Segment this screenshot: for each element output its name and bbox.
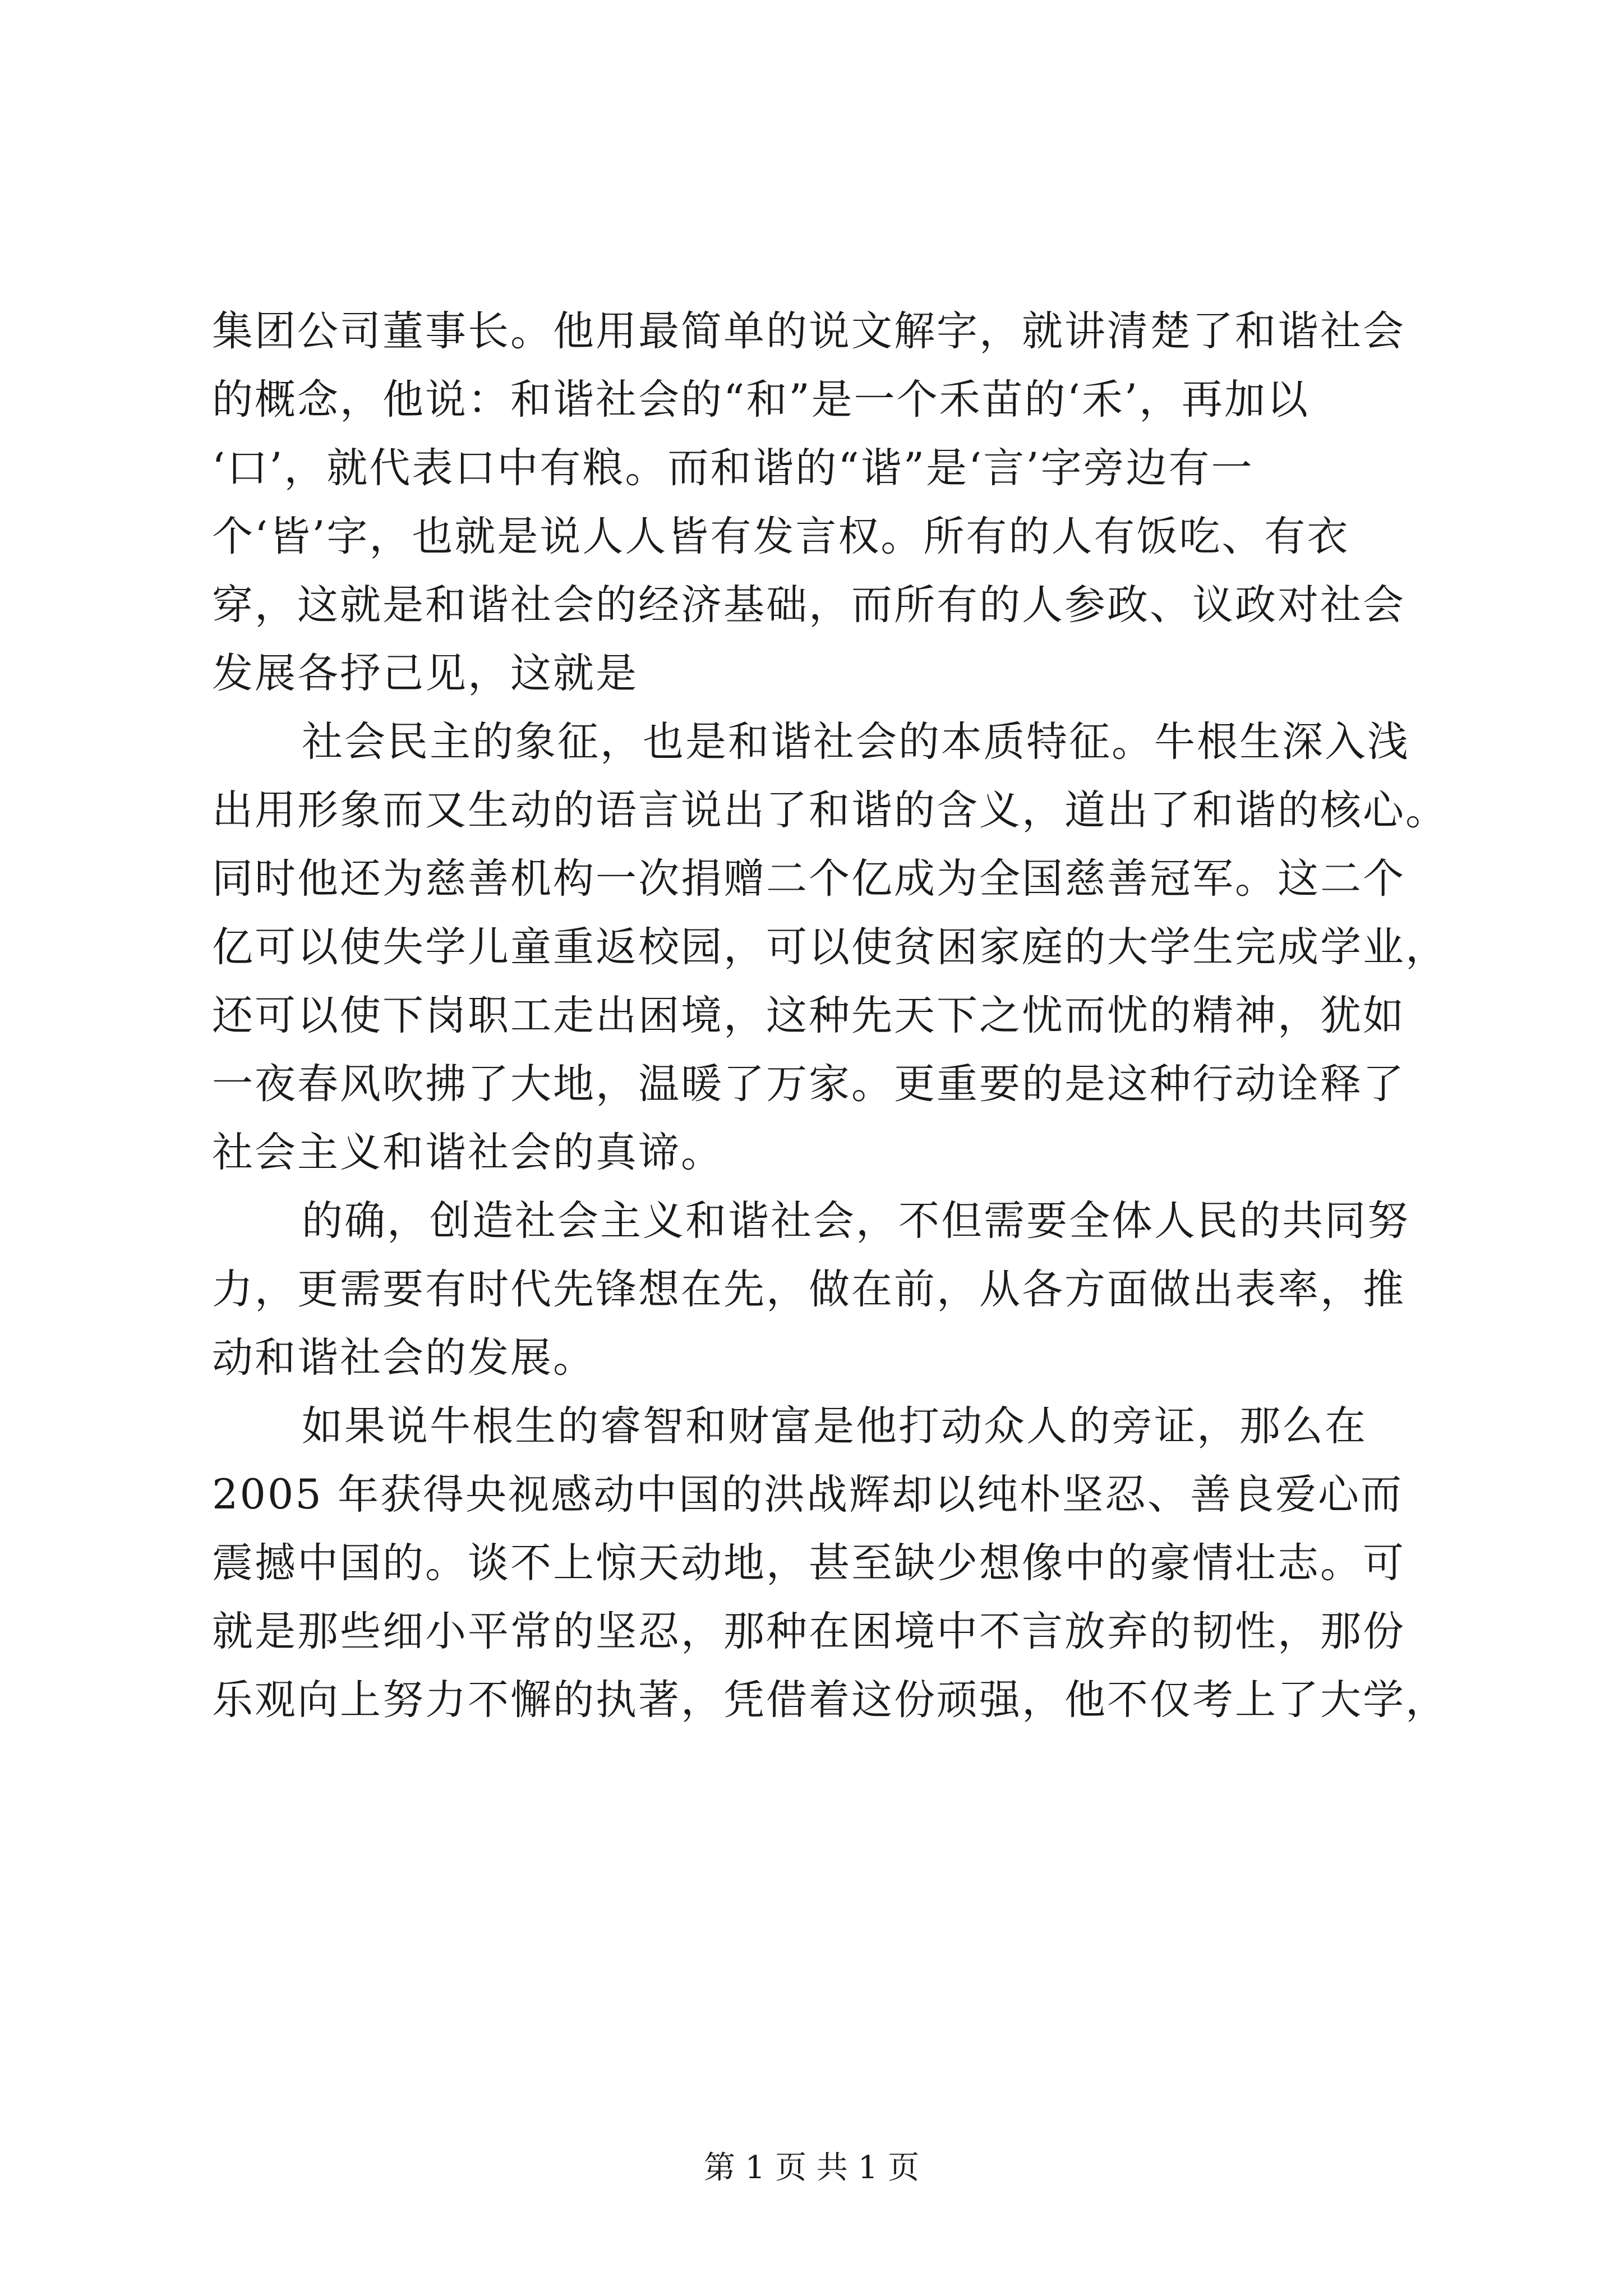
text-line: 的概念，他说：和谐社会的“和”是一个禾苗的‘禾’，再加以 [212, 376, 1310, 424]
text-line: 动和谐社会的发展。 [212, 1334, 596, 1382]
text-line: 出用形象而又生动的语言说出了和谐的含义，道出了和谐的核心。 [212, 786, 1448, 834]
paragraph [212, 1392, 1446, 1734]
text-line: 穿，这就是和谐社会的经济基础，而所有的人参政、议政对社会 [212, 581, 1405, 629]
text-line: 亿可以使失学儿童重返校园，可以使贫困家庭的大学生完成学业， [212, 923, 1448, 971]
text-line: 的确，创造社会主义和谐社会，不但需要全体人民的共同努 [302, 1197, 1410, 1245]
text-line: 一夜春风吹拂了大地，温暖了万家。更重要的是这种行动诠释了 [212, 1060, 1405, 1108]
text-line: 发展各抒己见，这就是 [212, 650, 638, 697]
text-line: ‘口’，就代表口中有粮。而和谐的“谐”是‘言’字旁边有一 [212, 444, 1254, 492]
text-line: 2005 年获得央视感动中国的洪战辉却以纯朴坚忍、善良爱心而 [212, 1471, 1403, 1519]
text-line: 如果说牛根生的睿智和财富是他打动众人的旁证，那么在 [302, 1402, 1367, 1450]
text-line: 乐观向上努力不懈的执著，凭借着这份顽强，他不仅考上了大学， [212, 1676, 1448, 1724]
page-footer [0, 2148, 1623, 2188]
page-number-label: 第 1 页 共 1 页 [703, 2150, 920, 2186]
text-line: 就是那些细小平常的坚忍，那种在困境中不言放弃的韧性，那份 [212, 1608, 1405, 1655]
text-line: 还可以使下岗职工走出困境，这种先天下之忧而忧的精神，犹如 [212, 992, 1405, 1039]
paragraph [212, 297, 1446, 708]
text-line: 社会民主的象征，也是和谐社会的本质特征。牛根生深入浅 [302, 718, 1410, 766]
body-text [212, 297, 1446, 1734]
text-line: 社会主义和谐社会的真谛。 [212, 1129, 723, 1176]
text-line: 同时他还为慈善机构一次捐赠二个亿成为全国慈善冠军。这二个 [212, 855, 1405, 903]
text-line: 集团公司董事长。他用最简单的说文解字，就讲清楚了和谐社会 [212, 307, 1405, 355]
paragraph [212, 1187, 1446, 1392]
text-line: 个‘皆’字，也就是说人人皆有发言权。所有的人有饭吃、有衣 [212, 513, 1350, 560]
text-line: 力，更需要有时代先锋想在先，做在前，从各方面做出表率，推 [212, 1266, 1405, 1313]
paragraph [212, 708, 1446, 1187]
text-line: 震撼中国的。谈不上惊天动地，甚至缺少想像中的豪情壮志。可 [212, 1539, 1405, 1587]
